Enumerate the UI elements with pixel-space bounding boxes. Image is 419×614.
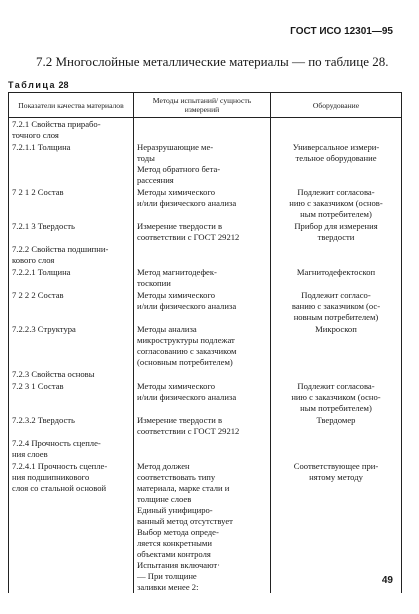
quality-cell: 7.2.1 3 Твердость (9, 220, 134, 243)
quality-cell: 7.2.1 Свойства прирабо- точного слоя (9, 118, 134, 142)
equipment-cell: Подлежит согласова- нию с заказчиком (осно- ным потребителем) (271, 380, 402, 414)
table-row (9, 380, 402, 414)
equipment-cell: Подлежит согласова- нию с заказчиком (основ- ным потребителем) (271, 186, 402, 220)
equipment-cell: Универсальное измери- тельное оборудование (271, 141, 402, 186)
table-row (9, 266, 402, 289)
method-cell: Измерение твердости в соответствии с ГОСТ 29212 (134, 220, 271, 243)
table-row (9, 437, 402, 460)
method-cell: Метод должен соответствовать типу материала, марке стали и толщине слоев Единый унифициро- ванный метод отсутствует Выбор метода опреде- ляется конкретными объектами контроля Испытания включают· — При толщине заливки менее 2: (134, 460, 271, 593)
equipment-cell (271, 368, 402, 380)
table-body (9, 118, 402, 594)
method-cell: Методы химического и/или физического анализа (134, 289, 271, 323)
method-cell (134, 243, 271, 266)
equipment-cell: Соответствующее при- нятому методу (271, 460, 402, 593)
method-cell (134, 368, 271, 380)
quality-cell: 7.2.4.1 Прочность сцепле- ния подшипникового слоя со стальной основой (9, 460, 134, 593)
table-caption-word: Таблица (8, 80, 57, 90)
method-cell: Методы анализа микроструктуры подлежат согласованию с заказчиком (основным потребителем) (134, 323, 271, 368)
method-cell: Неразрушающие ме- тоды Метод обратного бета- рассеяния (134, 141, 271, 186)
table-row (9, 323, 402, 368)
column-header-equipment: Оборудование (271, 93, 402, 118)
equipment-cell: Магнитодефектоскоп (271, 266, 402, 289)
table-caption-number: 28 (58, 80, 69, 90)
quality-table (8, 92, 402, 593)
table-row (9, 243, 402, 266)
equipment-cell (271, 243, 402, 266)
method-cell: Методы химического и/или физического анализа (134, 380, 271, 414)
table-row (9, 368, 402, 380)
quality-cell: 7.2.2 Свойства подшипни- кового слоя (9, 243, 134, 266)
equipment-cell (271, 118, 402, 142)
equipment-cell: Подлежит согласо- ванию с заказчиком (ос- новным потребителем) (271, 289, 402, 323)
table-row (9, 141, 402, 186)
table-row (9, 289, 402, 323)
quality-cell: 7.2.3 Свойства основы (9, 368, 134, 380)
quality-cell: 7.2.3.2 Твердость (9, 414, 134, 437)
table-row (9, 220, 402, 243)
table-row (9, 118, 402, 142)
table-row (9, 460, 402, 593)
quality-cell: 7.2.2.3 Структура (9, 323, 134, 368)
quality-cell: 7.2 3 1 Состав (9, 380, 134, 414)
column-header-methods: Методы испытаний/ сущность измерений (134, 93, 271, 118)
method-cell (134, 118, 271, 142)
equipment-cell: Прибор для измерения твердости (271, 220, 402, 243)
method-cell (134, 437, 271, 460)
equipment-cell: Твердомер (271, 414, 402, 437)
table-header-row (9, 93, 402, 118)
document-header: ГОСТ ИСО 12301—95 (290, 26, 393, 37)
section-title: 7.2 Многослойные металлические материалы — по таблице 28. (36, 54, 389, 69)
method-cell: Методы химического и/или физического анализа (134, 186, 271, 220)
method-cell: Метод магнитодефек- тоскопии (134, 266, 271, 289)
quality-cell: 7.2.2.1 Толщина (9, 266, 134, 289)
quality-cell: 7.2.4 Прочность сцепле- ния слоев (9, 437, 134, 460)
table-caption (8, 80, 69, 90)
table-row (9, 186, 402, 220)
page-number: 49 (381, 575, 393, 586)
method-cell: Измерение твердости в соответствии с ГОСТ 29212 (134, 414, 271, 437)
equipment-cell: Микроскоп (271, 323, 402, 368)
column-header-quality: Показатели качества материалов (9, 93, 134, 118)
quality-cell: 7.2.1.1 Толщина (9, 141, 134, 186)
quality-cell: 7 2 1 2 Состав (9, 186, 134, 220)
quality-cell: 7 2 2 2 Состав (9, 289, 134, 323)
equipment-cell (271, 437, 402, 460)
table-row (9, 414, 402, 437)
